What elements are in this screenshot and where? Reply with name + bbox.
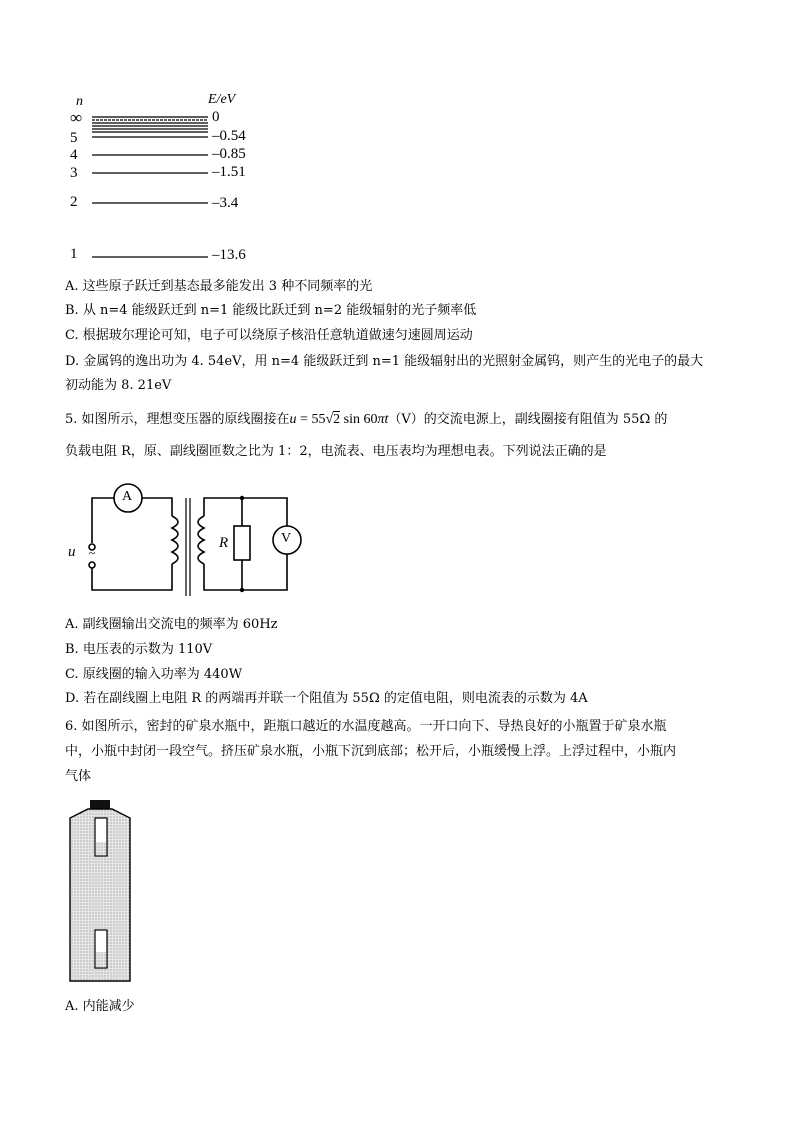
level-e-1: –13.6: [212, 247, 246, 263]
q5-option-c: C. 原线圈的输入功率为 440W: [65, 667, 243, 682]
level-e-3: –1.51: [212, 164, 246, 180]
q5-stem-prefix: 5. 如图所示，理想变压器的原线圈接在: [65, 412, 290, 427]
level-e-5: –0.54: [212, 128, 246, 144]
level-n-4: 4: [70, 147, 78, 163]
level-n-5: 5: [70, 130, 78, 146]
formula-sin: sin 60: [340, 412, 378, 427]
q5-stem-line2: 负载电阻 R，原、副线圈匝数之比为 1：2，电流表、电压表均为理想电表。下列说法正确的是: [65, 444, 607, 459]
voltmeter-label: V: [281, 531, 292, 546]
q4-option-d-line1: D. 金属钨的逸出功为 4. 54eV，用 n=4 能级跃迁到 n=1 能级辐射出的光照射金属钨，则产生的光电子的最大: [65, 354, 704, 369]
q4-option-a: A. 这些原子跃迁到基态最多能发出 3 种不同频率的光: [65, 279, 373, 294]
q5-formula: [290, 411, 389, 427]
transformer-circuit-drawing: [62, 478, 302, 603]
source-tilde-icon: ~: [88, 546, 96, 560]
formula-eq: = 55: [296, 412, 326, 427]
source-terminal-bottom: [89, 562, 95, 568]
formula-sqrt2: 2: [333, 412, 341, 427]
level-n-2: 2: [70, 194, 78, 210]
ammeter-label: A: [122, 489, 133, 504]
q4-option-b: B. 从 n=4 能级跃迁到 n=1 能级比跃迁到 n=2 能级辐射的光子频率低: [65, 303, 477, 318]
q6-option-a: A. 内能减少: [65, 999, 135, 1014]
level-e-4: –0.85: [212, 146, 246, 162]
q5-stem-line1: [65, 411, 667, 429]
level-n-3: 3: [70, 165, 78, 181]
water-bottle-drawing: [62, 798, 142, 988]
source-label: u: [68, 544, 76, 560]
level-e-2: –3.4: [212, 195, 239, 211]
formula-u: u: [289, 412, 297, 427]
bottle-cap: [90, 800, 110, 809]
level-n-inf: ∞: [70, 108, 83, 127]
energy-level-diagram: [60, 90, 280, 270]
energy-axis-label: E/eV: [208, 92, 236, 107]
q6-stem-line1: 6. 如图所示，密封的矿泉水瓶中，距瓶口越近的水温度越高。一开口向下、导热良好的小瓶置于矿泉水瓶: [65, 719, 667, 734]
level-e-inf: 0: [212, 109, 220, 125]
sqrt-icon: √: [325, 412, 334, 427]
q6-stem-line3: 气体: [65, 769, 92, 784]
level-n-1: 1: [70, 246, 78, 262]
q4-option-d-line2: 初动能为 8. 21eV: [65, 378, 172, 393]
q5-option-b: B. 电压表的示数为 110V: [65, 642, 213, 657]
water-bottle-figure: [62, 798, 142, 988]
n-axis-label: n: [76, 94, 83, 109]
transformer-circuit: [62, 478, 302, 603]
resistor-label: R: [219, 535, 229, 551]
formula-pit: πt: [377, 412, 389, 427]
q5-stem-mid: （V）的交流电源上，副线圈接有阻值为 55Ω 的: [388, 412, 668, 427]
energy-level-lines: [60, 90, 280, 270]
q5-option-a: A. 副线圈输出交流电的频率为 60Hz: [65, 617, 278, 632]
q5-option-d: D. 若在副线圈上电阻 R 的两端再并联一个阻值为 55Ω 的定值电阻，则电流表的示数为 4A: [65, 691, 588, 706]
resistor-box: [234, 526, 250, 560]
q6-stem-line2: 中，小瓶中封闭一段空气。挤压矿泉水瓶，小瓶下沉到底部；松开后，小瓶缓慢上浮。上浮过程中，小瓶内: [65, 744, 677, 759]
q4-option-c: C. 根据玻尔理论可知，电子可以绕原子核沿任意轨道做速匀速圆周运动: [65, 328, 473, 343]
